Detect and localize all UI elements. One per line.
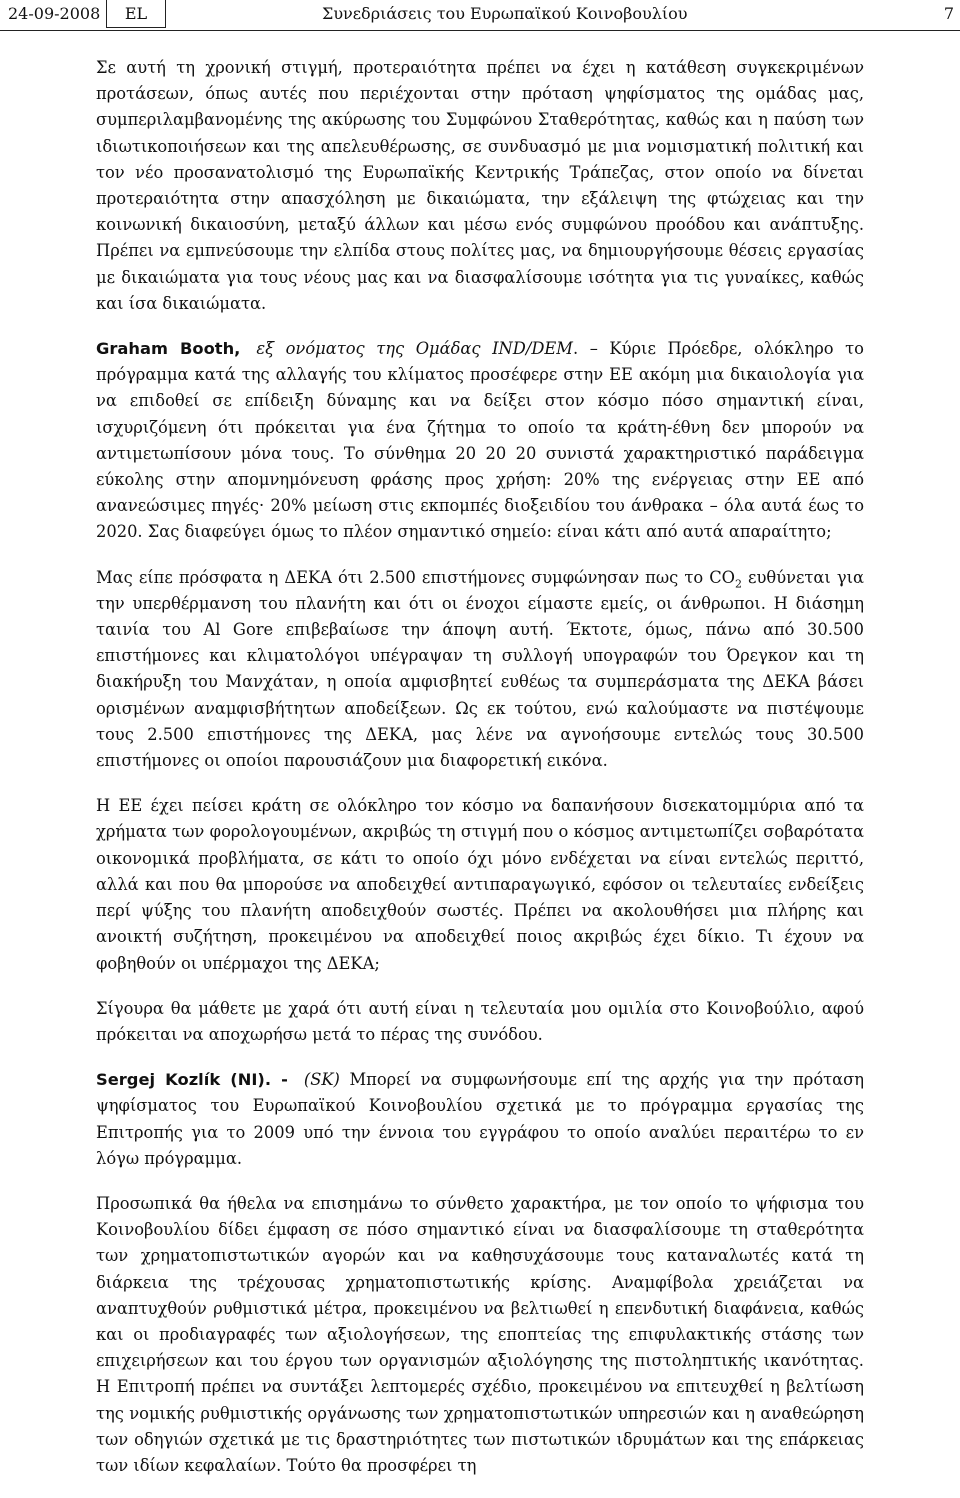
speaker-language-kozlik: (SK)	[303, 1070, 340, 1090]
speaker-name-booth: Graham Booth,	[96, 339, 241, 359]
paragraph-3	[96, 565, 864, 775]
paragraph-3-part-2: ευθύνεται για την υπερθέρμανση του πλανήτη και ότι οι ένοχοι είμαστε εμείς, οι άνθρωποι. Η διάσημη ταινία του Al Gore επιβεβαίωσε την άποψη αυτή. Έκτοτε, όμως, πάνω από 30.500 επιστήμονες και κλιματολόγοι υπέγραψαν τη συλλογή υπογραφών του Όρεγκον και τη διακήρυξη του Μανχάταν, η οποία αμφισβητεί ευθέως τα συμπεράσματα της ΔΕΚΑ βάσει ορισμένων αναμφισβήτητων αποδείξεων. Ως εκ τούτου, ενώ καλούμαστε να πιστέψουμε τους 2.500 επιστήμονες της ΔΕΚΑ, μας λένε να αγνοήσουμε εντελώς τους 30.500 επιστήμονες οι οποίοι παρουσιάζουν μια διαφορετική εικόνα.	[96, 567, 864, 771]
paragraph-7: Προσωπικά θα ήθελα να επισημάνω το σύνθετο χαρακτήρα, με τον οποίο το ψήφισμα του Κοινοβουλίου δίδει έμφαση σε πόσο σημαντικό είναι να διασφαλίσουμε τη σταθερότητα των χρηματοπιστωτικών αγορών και να καθησυχάσουμε τους καταναλωτές κατά τη διάρκεια της τρέχουσας χρηματοπιστωτικής κρίσης. Αναμφίβολα χρειάζεται να αναπτυχθούν ρυθμιστικά μέτρα, προκειμένου να βελτιωθεί η επενδυτική διαφάνεια, καθώς και οι προδιαγραφές των αξιολογήσεων, της εποπτείας της επιφυλακτικής στάσης των επιχειρήσεων και του έργου των οργανισμών αξιολόγησης της πιστοληπτικής ικανότητας. Η Επιτροπή πρέπει να συντάξει λεπτομερές σχέδιο, προκειμένου να επιτευχθεί η βελτίωση της νομικής ρυθμιστικής οργάνωσης των χρηματοπιστωτικών υπηρεσιών και η αναθεώρηση των οδηγιών σχετικά με τις δραστηριότητες των πιστωτικών ιδρυμάτων και της επάρκειας των ιδίων κεφαλαίων. Τούτο θα προσφέρει τη	[96, 1193, 864, 1475]
co2-subscript: 2	[735, 576, 742, 590]
speaker-affiliation-booth: εξ ονόματος της Ομάδας IND/DEM	[256, 339, 573, 359]
language-badge: EL	[106, 0, 166, 28]
paragraph-5: Σίγουρα θα μάθετε με χαρά ότι αυτή είναι η τελευταία μου ομιλία στο Κοινοβούλιο, αφού πρόκειται να αποχωρήσω μετά το πέρας της συνόδου.	[96, 998, 864, 1044]
speaker-name-kozlik: Sergej Kozlík (NI). -	[96, 1070, 288, 1090]
paragraph-1: Σε αυτή τη χρονική στιγμή, προτεραιότητα πρέπει να έχει η κατάθεση συγκεκριμένων προτάσεων, όπως αυτές που περιέχονται στην πρόταση ψηφίσματος της ομάδας μας, συμπεριλαμβανομένης της ακύρωσης του Συμφώνου Σταθερότητας, καθώς και η παύση των ιδιωτικοποιήσεων και της απελευθέρωσης, σε συνδυασμό με μια νομισματική πολιτική και τον νέο προσανατολισμό της Ευρωπαϊκής Κεντρικής Τράπεζας, στον οποίο να δίνεται προτεραιότητα στην απασχόληση με δικαιώματα, την εξάλειψη της φτώχειας και την κοινωνική δικαιοσύνη, μεταξύ άλλων και μέσω ενός συμφώνου προόδου και ανάπτυξης. Πρέπει να εμπνεύσουμε την ελπίδα στους πολίτες μας, να δημιουργήσουμε θέσεις εργασίας με δικαιώματα για τους νέους μας και να διασφαλίσουμε ισότητα για τις γυναίκες, καθώς και ίσα δικαιώματα.	[96, 58, 864, 313]
document-body	[96, 55, 864, 1498]
speech-text-kozlik: Μπορεί να συμφωνήσουμε επί της αρχής για την πρόταση ψηφίσματος του Ευρωπαϊκού Κοινοβουλίου σχετικά με το πρόγραμμα εργασίας της Επιτροπής για το 2009 υπό την έννοια του εγγράφου το οποίο αναλύει περαιτέρω το εν λόγω πρόγραμμα.	[96, 1070, 864, 1168]
header-date: 24-09-2008	[8, 4, 101, 23]
paragraph-booth	[96, 336, 864, 546]
page-number: 7	[943, 4, 954, 23]
paragraph-kozlik	[96, 1067, 864, 1172]
paragraph-4: Η ΕΕ έχει πείσει κράτη σε ολόκληρο τον κόσμο να δαπανήσουν δισεκατομμύρια από τα χρήματα των φορολογουμένων, ακριβώς τη στιγμή που ο κόσμος αντιμετωπίζει σοβαρότατα οικονομικά προβλήματα, σε κάτι το οποίο όχι μόνο ενδέχεται να είναι εντελώς περιττό, αλλά και που θα μπορούσε να αποδειχθεί αντιπαραγωγικό, εφόσον οι τελευταίες ενδείξεις περί ψύξης του πλανήτη αποδειχθούν σωστές. Πρέπει να ακολουθήσει μια πλήρης και ανοικτή συζήτηση, προκειμένου να αποδειχθεί ποιος ακριβώς έχει δίκιο. Τι έχουν να φοβηθούν οι υπέρμαχοι της ΔΕΚΑ;	[96, 796, 864, 973]
paragraph-3-part-1: Μας είπε πρόσφατα η ΔΕΚΑ ότι 2.500 επιστήμονες συμφώνησαν πως το CO	[96, 567, 735, 587]
speech-text-booth: . – Κύριε Πρόεδρε, ολόκληρο το πρόγραμμα κατά της αλλαγής του κλίματος προσέφερε στην ΕΕ ακόμη μια δικαιολογία για να επιδοθεί σε επίδειξη δύναμης και να δείξει στον κόσμο πόσο σημαντική είναι, ισχυριζόμενη ότι πρόκειται για ένα ζήτημα το οποίο τα κράτη-έθνη δεν μπορούν να αντιμετωπίσουν μόνα τους. Το σύνθημα 20 20 20 συνιστά χαρακτηριστικό παράδειγμα εύκολης στην απομνημόνευση φράσης προς χρήση: 20% της ενέργειας στην ΕΕ από ανανεώσιμες πηγές· 20% μείωση στις εκπομπές διοξειδίου του άνθρακα – όλα αυτά έως το 2020. Σας διαφεύγει όμως το πλέον σημαντικό σημείο: είναι κάτι από αυτά απαραίτητο;	[96, 339, 864, 542]
page-header	[0, 0, 960, 31]
header-title: Συνεδριάσεις του Ευρωπαϊκού Κοινοβουλίου	[322, 4, 688, 23]
